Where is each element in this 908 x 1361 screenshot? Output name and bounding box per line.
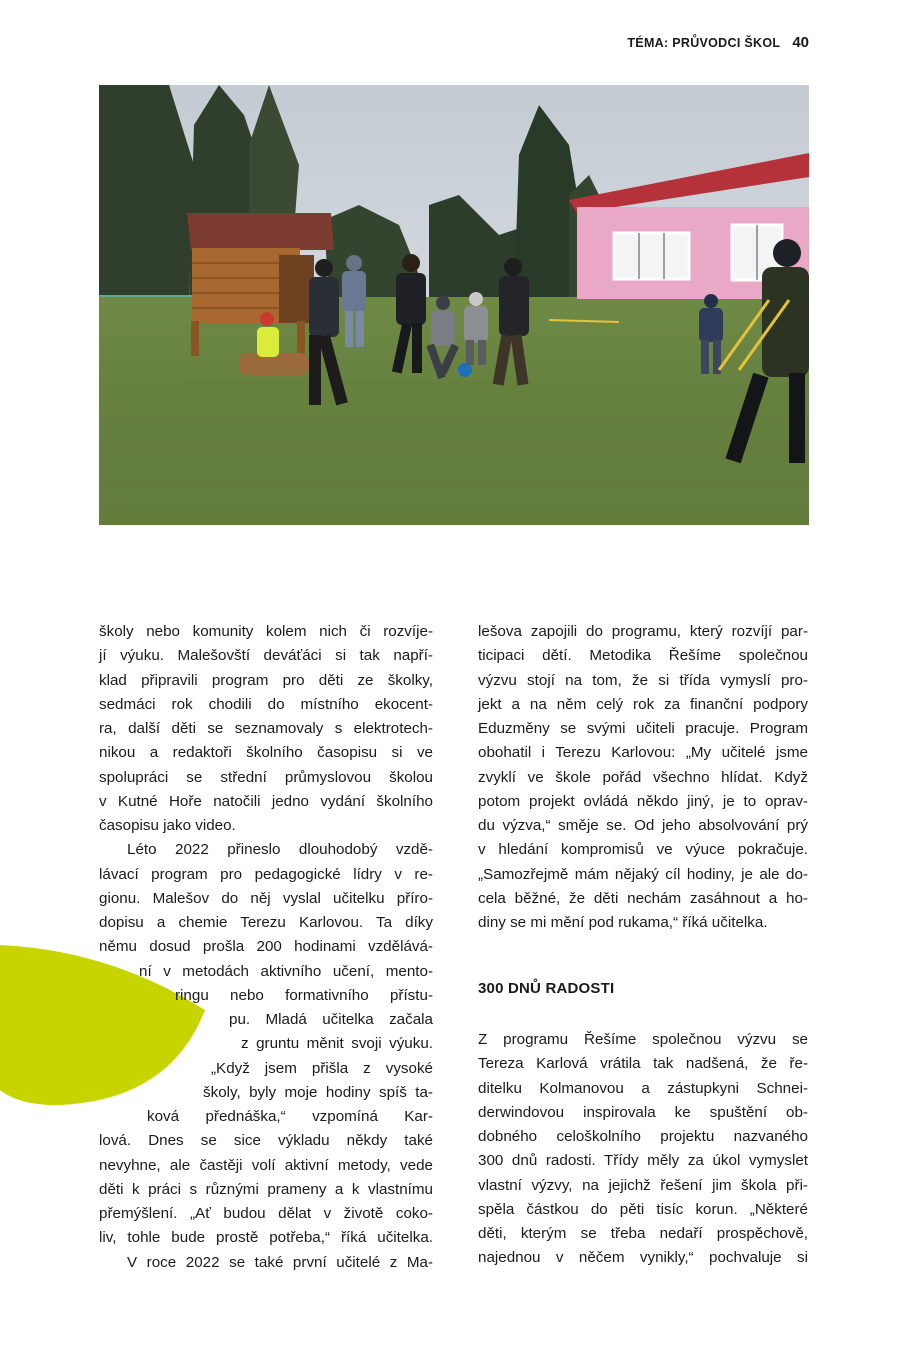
text-line: Léto 2022 přineslo dlouhodobý vzdě- xyxy=(127,841,433,859)
text-line: ková přednáška,“ vzpomíná Kar- xyxy=(147,1108,433,1125)
text-line: derwindovou inspirovala ke spuštění ob- xyxy=(478,1103,808,1121)
text-line: liv, tohle bude prostě potřeba,“ říká učitelka. xyxy=(99,1229,433,1247)
article-photo xyxy=(99,85,809,525)
section-title: TÉMA: PRŮVODCI ŠKOL xyxy=(627,36,781,50)
text-line: „Samozřejmě mám nějaký cíl hodiny, je ale do- xyxy=(478,865,808,883)
text-line: časopisu jako video. xyxy=(99,817,236,834)
text-line: sedmáci rok chodili do místního ekocent- xyxy=(99,695,433,713)
text-line: nevyhne, ale častěji volí aktivní metody, vede xyxy=(99,1156,433,1174)
text-line: školy, byly moje hodiny spíš ta- xyxy=(203,1083,433,1101)
section-subheading: 300 DNŮ RADOSTI xyxy=(478,980,615,997)
text-line: lová. Dnes se sice výkladu někdy také xyxy=(99,1132,433,1150)
text-line: gionu. Malešov do něj vyslal učitelku příro- xyxy=(99,889,433,907)
text-line: Tereza Karlová vrátila tak nadšená, že ře- xyxy=(478,1055,808,1073)
text-line: výzvu stojí na tom, že si třída vymyslí pro- xyxy=(478,671,808,689)
text-line: spolupráci se střední průmyslovou školou xyxy=(99,768,433,786)
text-line: z gruntu měnit svoji výuku. xyxy=(241,1035,433,1053)
text-line: diny se mi mění pod rukama,“ říká učitelka. xyxy=(478,914,768,931)
right-column-continued xyxy=(478,1028,808,1271)
text-line: zvyklí ve škole pořád všechno hlídat. Když xyxy=(478,768,808,786)
text-line: vlastní výzvy, na jejichž řešení jim škola při- xyxy=(478,1176,808,1194)
text-line: spěla částkou do pěti tisíc korun. „Některé xyxy=(478,1200,808,1218)
running-header xyxy=(627,34,809,54)
text-line: Z programu Řešíme společnou výzvu se xyxy=(478,1031,808,1048)
text-line: du výzva,“ směje se. Od jeho absolvování prý xyxy=(478,817,808,834)
text-line: obohatil i Terezu Karlovou: „My učitelé jsme xyxy=(478,744,808,762)
text-line: jí výuku. Malešovští deváťáci si tak napří- xyxy=(99,647,433,665)
text-line: lávací program pro pedagogické lídry v re- xyxy=(99,865,433,883)
text-line: němu dosud prošla 200 hodinami vzdělává- xyxy=(99,938,433,956)
text-line: dobného celoškolního projektu nazvaného xyxy=(478,1128,808,1145)
text-line: dopisu a chemie Terezu Karlovou. Ta díky xyxy=(99,914,433,931)
text-line: pu. Mladá učitelka začala xyxy=(229,1011,433,1028)
text-line: v Kutné Hoře natočili jedno vydání školního xyxy=(99,792,433,810)
text-line: Eduzměny se svými učiteli pracuje. Program xyxy=(478,720,808,737)
text-line: ditelku Kolmanovou a zástupkyni Schnei- xyxy=(478,1079,808,1097)
left-column xyxy=(99,620,433,1275)
text-line: „Když jsem přišla z vysoké xyxy=(211,1059,433,1077)
text-line: nikou a redaktoři školního časopisu si ve xyxy=(99,744,433,762)
text-line: V roce 2022 se také první učitelé z Ma- xyxy=(127,1253,433,1271)
photo-children-playing-football-icon xyxy=(99,85,809,525)
text-line: ringu nebo formativního přístu- xyxy=(175,986,433,1004)
text-line: jekt a na něm celý rok za finanční podpory xyxy=(478,695,808,713)
text-line: ra, další děti se seznamovaly s elektrotech- xyxy=(99,720,433,737)
text-line: ticipaci dětí. Metodika Řešíme společnou xyxy=(478,647,808,665)
text-line: v hledání kompromisů ve výuce pokračuje. xyxy=(478,841,808,859)
text-line: přemýšlení. „Ať budou dělat v životě coko- xyxy=(99,1205,433,1222)
text-line: najednou v něčem vynikly,“ pochvaluje si xyxy=(478,1249,808,1267)
text-line: školy nebo komunity kolem nich či rozvíje- xyxy=(99,623,433,640)
text-line: ní v metodách aktivního učení, mento- xyxy=(139,962,433,980)
text-line: lešova zapojili do programu, který rozvíjí par- xyxy=(478,623,808,640)
text-line: klad připravili program pro děti ze školky, xyxy=(99,671,433,689)
page-number: 40 xyxy=(792,34,809,51)
text-line: děti k práci s různými prameny a k vlastnímu xyxy=(99,1180,433,1198)
text-line: cela běžné, že děti nechám zasáhnout a ho- xyxy=(478,889,808,907)
text-line: potom projekt ovládá někdo jiný, je to oprav- xyxy=(478,792,808,810)
right-column xyxy=(478,620,808,935)
text-line: děti, kterým se třeba nedaří prospěchově, xyxy=(478,1225,808,1242)
text-line: 300 dnů radosti. Třídy měly za úkol vymyslet xyxy=(478,1152,808,1170)
